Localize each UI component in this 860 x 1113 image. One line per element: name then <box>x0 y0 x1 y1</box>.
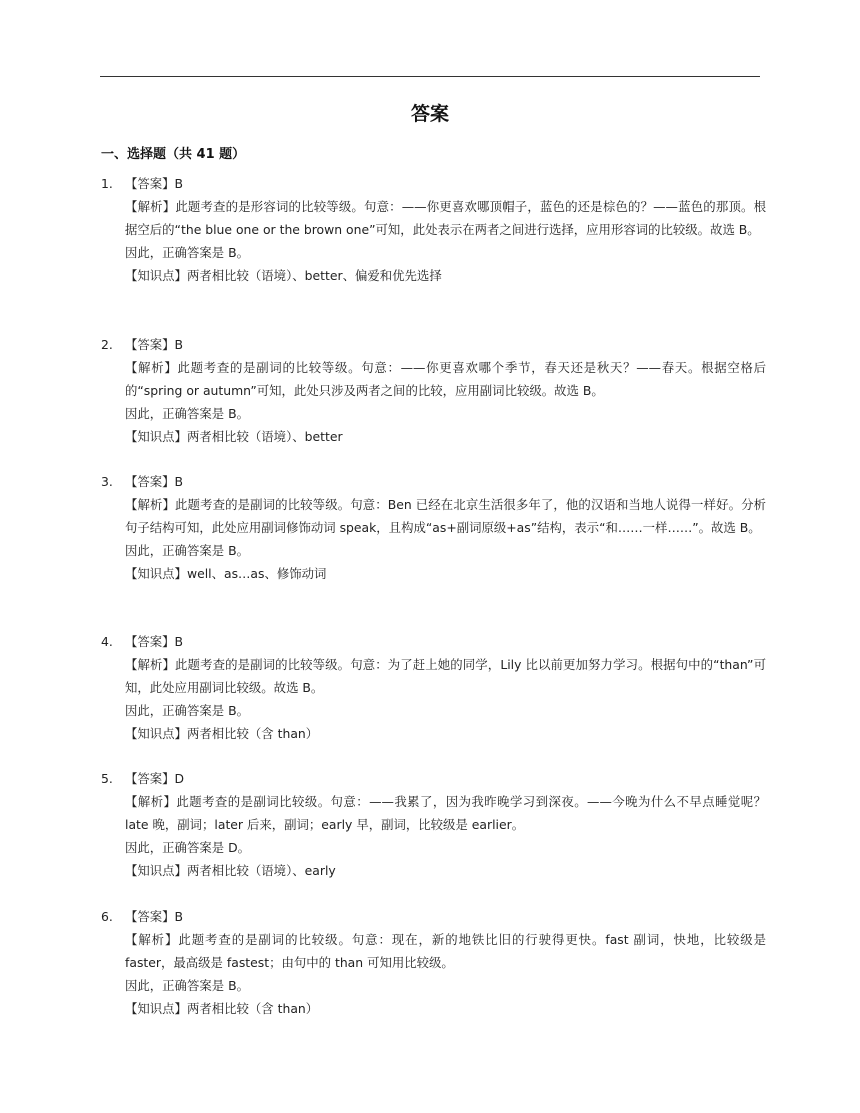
answer-line: 【答案】B <box>125 337 184 352</box>
question-item-2 <box>101 333 766 448</box>
analysis-text: 【解析】此题考查的是副词的比较级。句意：现在，新的地铁比旧的行驶得更快。fast 副词，快地，比较级是 faster，最高级是 fastest；由句中的 than 可知用比较级。 <box>125 932 766 970</box>
analysis-text: 【解析】此题考查的是副词的比较等级。句意：Ben 已经在北京生活很多年了，他的汉语和当地人说得一样好。分析句子结构可知，此处应用副词修饰动词 speak，且构成“as+副词原级+as”结构，表示“和……一样……”。故选 B。 <box>125 497 766 535</box>
analysis-text: 【解析】此题考查的是副词的比较等级。句意：为了赶上她的同学，Lily 比以前更加努力学习。根据句中的“than”可知，此处应用副词比较级。故选 B。 <box>125 657 766 695</box>
answer-line: 【答案】B <box>125 634 184 649</box>
conclusion-line: 因此，正确答案是 D。 <box>125 840 250 855</box>
answer-line: 【答案】B <box>125 909 184 924</box>
section-heading: 一、选择题（共 41 题） <box>101 147 246 162</box>
knowledge-line: 【知识点】well、as…as、修饰动词 <box>125 566 327 581</box>
question-number: 1. <box>101 176 113 191</box>
analysis-text: 【解析】此题考查的是形容词的比较等级。句意：——你更喜欢哪顶帽子，蓝色的还是棕色的？——蓝色的那顶。根据空后的“the blue one or the brown one”可知，此处表示在两者之间进行选择，应用形容词的比较级。故选 B。 <box>125 199 766 237</box>
analysis-text: 【解析】此题考查的是副词比较级。句意：——我累了，因为我昨晚学习到深夜。——今晚为什么不早点睡觉呢？late 晚，副词；later 后来，副词；early 早，副词，比较级是 earlier。 <box>125 794 766 832</box>
question-item-3 <box>101 470 766 585</box>
conclusion-line: 因此，正确答案是 B。 <box>125 406 249 421</box>
question-item-5 <box>101 767 766 882</box>
knowledge-line: 【知识点】两者相比较（含 than） <box>125 726 319 741</box>
conclusion-line: 因此，正确答案是 B。 <box>125 245 249 260</box>
answer-line: 【答案】B <box>125 176 184 191</box>
question-item-1 <box>101 172 766 287</box>
analysis-text: 【解析】此题考查的是副词的比较等级。句意：——你更喜欢哪个季节，春天还是秋天？——春天。根据空格后的“spring or autumn”可知，此处只涉及两者之间的比较，应用副词比较级。故选 B。 <box>125 360 766 398</box>
question-item-4 <box>101 630 766 745</box>
question-number: 4. <box>101 634 113 649</box>
question-number: 5. <box>101 771 113 786</box>
page-title: 答案 <box>410 103 449 125</box>
question-item-6 <box>101 905 766 1020</box>
conclusion-line: 因此，正确答案是 B。 <box>125 978 249 993</box>
knowledge-line: 【知识点】两者相比较（含 than） <box>125 1001 319 1016</box>
question-number: 3. <box>101 474 113 489</box>
answer-line: 【答案】D <box>125 771 185 786</box>
knowledge-line: 【知识点】两者相比较（语境）、early <box>125 863 336 878</box>
conclusion-line: 因此，正确答案是 B。 <box>125 703 249 718</box>
knowledge-line: 【知识点】两者相比较（语境）、better、偏爱和优先选择 <box>125 268 442 283</box>
conclusion-line: 因此，正确答案是 B。 <box>125 543 249 558</box>
answer-line: 【答案】B <box>125 474 184 489</box>
question-number: 6. <box>101 909 113 924</box>
question-number: 2. <box>101 337 113 352</box>
header-rule <box>100 76 760 77</box>
knowledge-line: 【知识点】两者相比较（语境）、better <box>125 429 343 444</box>
